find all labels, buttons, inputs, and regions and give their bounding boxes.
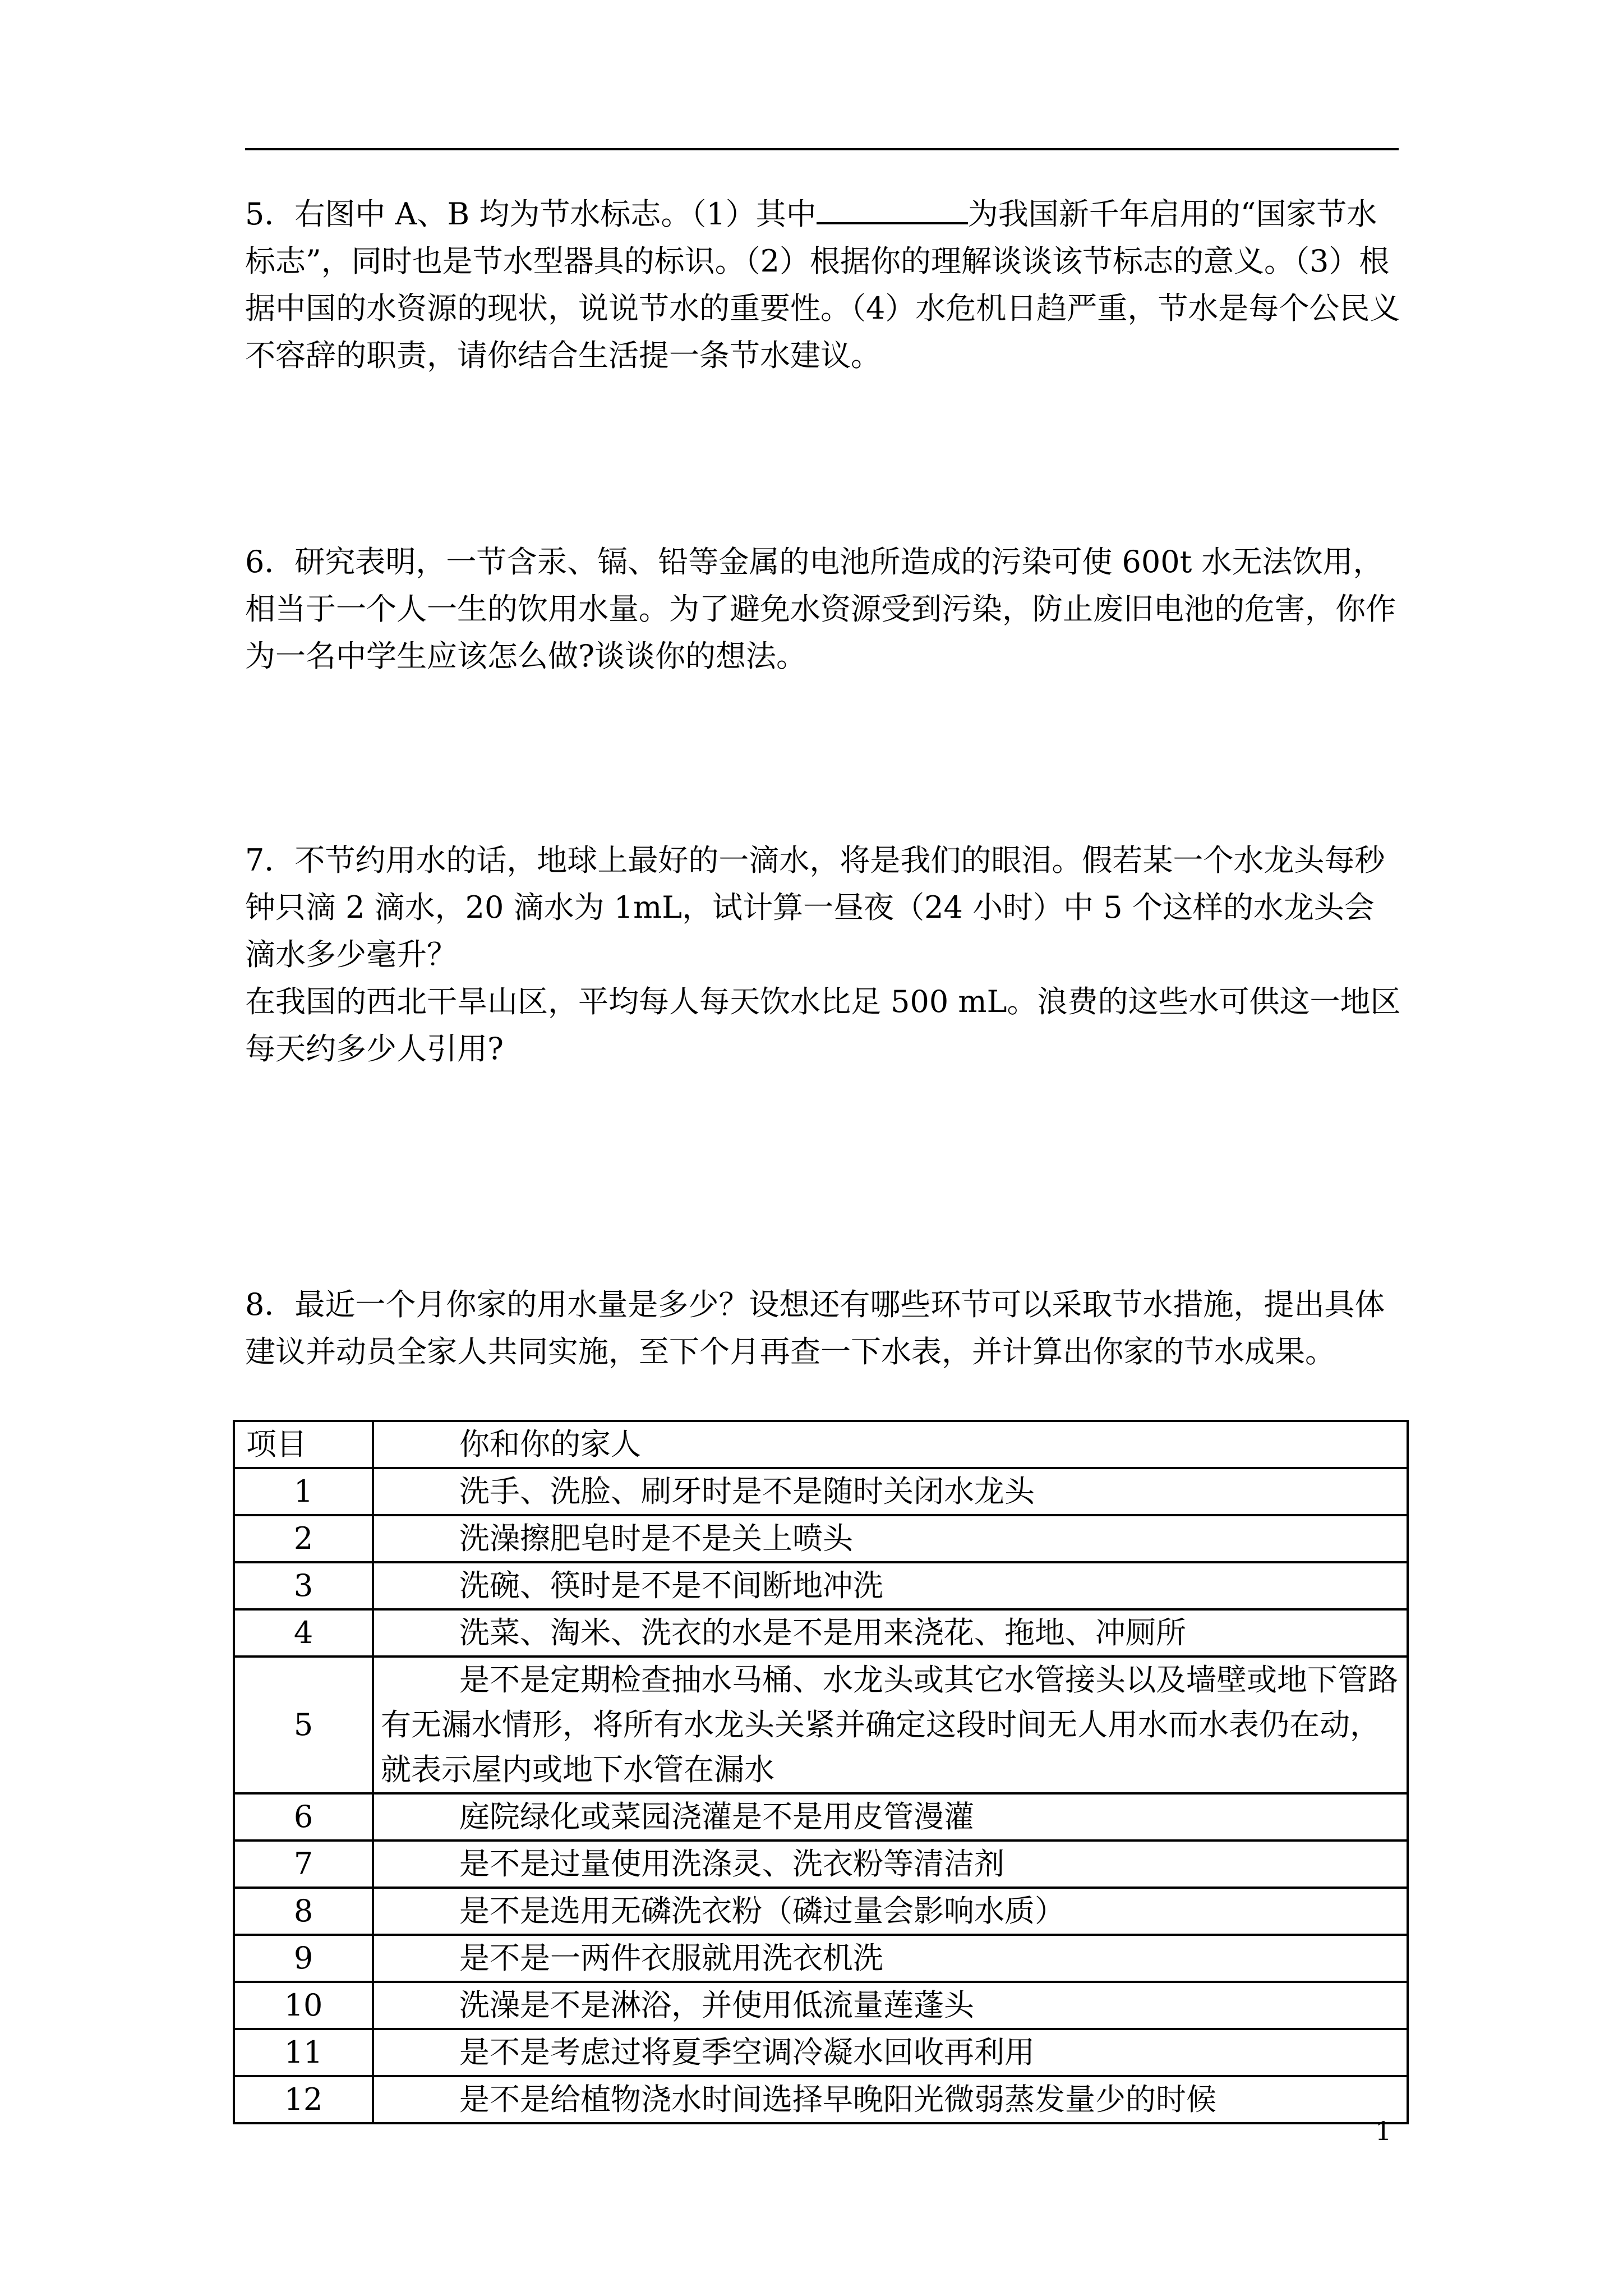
table-row xyxy=(234,1609,1408,1657)
table-header-row xyxy=(234,1421,1408,1468)
row-number: 10 xyxy=(234,1982,373,2029)
row-text: 洗手、洗脸、刷牙时是不是随时关闭水龙头 xyxy=(373,1468,1408,1515)
answer-blank[interactable] xyxy=(817,191,968,224)
row-text: 是不是一两件衣服就用洗衣机洗 xyxy=(373,1935,1408,1982)
table-row xyxy=(234,1982,1408,2029)
row-number: 3 xyxy=(234,1562,373,1609)
row-text: 是不是给植物浇水时间选择早晚阳光微弱蒸发量少的时候 xyxy=(373,2076,1408,2123)
page-number: 1 xyxy=(1375,2116,1392,2146)
header-item: 项目 xyxy=(234,1421,373,1468)
row-text: 洗澡是不是淋浴，并使用低流量莲蓬头 xyxy=(373,1982,1408,2029)
question-6-text: 6．研究表明，一节含汞、镉、铅等金属的电池所造成的污染可使 600t 水无法饮用，相当于一个人一生的饮用水量。为了避免水资源受到污染，防止废旧电池的危害，你作为一名中学生应该怎么做?谈谈你的想法。 xyxy=(245,544,1396,674)
row-number: 1 xyxy=(234,1468,373,1515)
question-6 xyxy=(245,539,1401,680)
row-text: 洗菜、淘米、洗衣的水是不是用来浇花、拖地、冲厕所 xyxy=(373,1609,1408,1657)
question-8-text: 8．最近一个月你家的用水量是多少？设想还有哪些环节可以采取节水措施，提出具体建议并动员全家人共同实施，至下个月再查一下水表，并计算出你家的节水成果。 xyxy=(245,1287,1385,1369)
row-text: 庭院绿化或菜园浇灌是不是用皮管漫灌 xyxy=(373,1793,1408,1841)
header-description: 你和你的家人 xyxy=(373,1421,1408,1468)
question-5 xyxy=(245,191,1401,379)
row-number: 7 xyxy=(234,1841,373,1888)
row-number: 5 xyxy=(234,1657,373,1793)
question-7-part1: 7．不节约用水的话，地球上最好的一滴水，将是我们的眼泪。假若某一个水龙头每秒钟只滴 2 滴水，20 滴水为 1mL，试计算一昼夜（24 小时）中 5 个这样的水龙头会滴水多少毫升？ xyxy=(245,843,1385,972)
question-8 xyxy=(245,1281,1401,1375)
table-row xyxy=(234,2029,1408,2076)
row-number: 4 xyxy=(234,1609,373,1657)
row-number: 12 xyxy=(234,2076,373,2123)
row-text: 是不是定期检查抽水马桶、水龙头或其它水管接头以及墙壁或地下管路有无漏水情形，将所有水龙头关紧并确定这段时间无人用水而水表仍在动，就表示屋内或地下水管在漏水 xyxy=(373,1657,1408,1793)
row-text: 是不是过量使用洗涤灵、洗衣粉等清洁剂 xyxy=(373,1841,1408,1888)
row-number: 2 xyxy=(234,1515,373,1562)
question-5-text-a: 5．右图中 A、B 均为节水标志。（1）其中 xyxy=(245,196,817,232)
row-text: 是不是选用无磷洗衣粉（磷过量会影响水质） xyxy=(373,1888,1408,1935)
table-row xyxy=(234,1935,1408,1982)
row-number: 6 xyxy=(234,1793,373,1841)
table-row xyxy=(234,2076,1408,2123)
table-row xyxy=(234,1657,1408,1793)
row-text: 洗碗、筷时是不是不间断地冲洗 xyxy=(373,1562,1408,1609)
row-text: 洗澡擦肥皂时是不是关上喷头 xyxy=(373,1515,1408,1562)
row-text: 是不是考虑过将夏季空调冷凝水回收再利用 xyxy=(373,2029,1408,2076)
table-row xyxy=(234,1468,1408,1515)
table-row xyxy=(234,1841,1408,1888)
question-7-part2: 在我国的西北干旱山区，平均每人每天饮水比足 500 mL。浪费的这些水可供这一地区每天约多少人引用? xyxy=(245,984,1401,1066)
table-row xyxy=(234,1793,1408,1841)
table-row xyxy=(234,1515,1408,1562)
row-number: 8 xyxy=(234,1888,373,1935)
table-row xyxy=(234,1562,1408,1609)
question-5-text-b: 为我国新千年启用的“国家节水标志”，同时也是节水型器具的标识。（2）根据你的理解谈谈该节标志的意义。（3）根据中国的水资源的现状，说说节水的重要性。（4）水危机日趋严重，节水是每个公民义不容辞的职责，请你结合生活提一条节水建议。 xyxy=(245,196,1400,373)
header-rule xyxy=(245,148,1399,150)
water-saving-checklist-table xyxy=(233,1420,1409,2124)
question-7 xyxy=(245,837,1401,1073)
row-number: 11 xyxy=(234,2029,373,2076)
table-row xyxy=(234,1888,1408,1935)
row-number: 9 xyxy=(234,1935,373,1982)
